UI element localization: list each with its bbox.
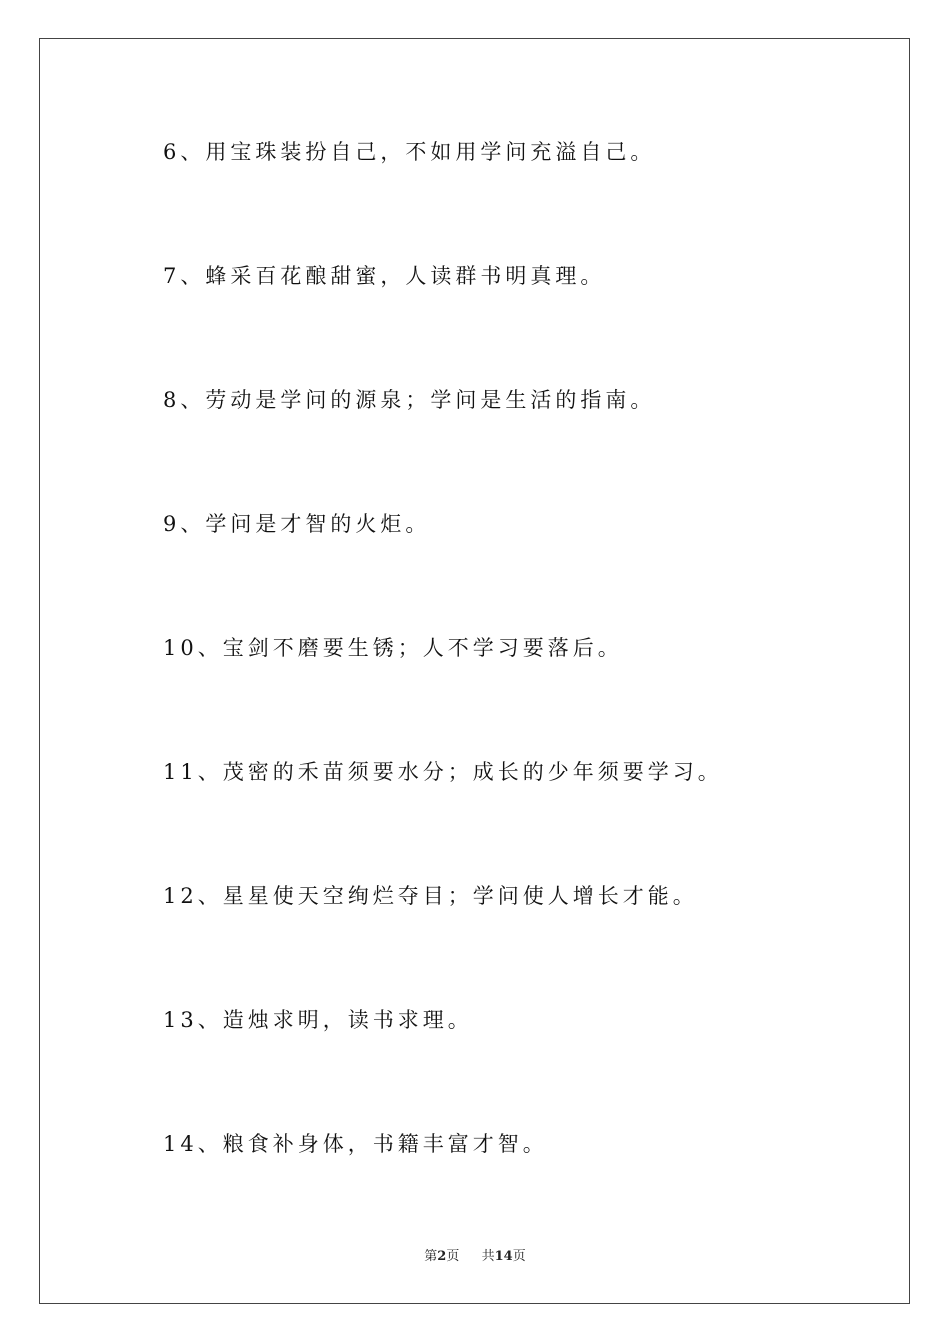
quote-line: 6、用宝珠装扮自己，不如用学问充溢自己。 <box>163 140 656 164</box>
page-prefix: 第 <box>424 1249 438 1264</box>
page-number: 2 <box>437 1249 447 1264</box>
total-pages-indicator <box>482 1245 526 1264</box>
quote-line: 11、茂密的禾苗须要水分；成长的少年须要学习。 <box>163 760 723 784</box>
quote-list <box>163 132 723 1248</box>
total-prefix: 共 <box>481 1249 495 1264</box>
quote-line: 14、粮食补身体，书籍丰富才智。 <box>163 1132 548 1156</box>
quote-line: 7、蜂采百花酿甜蜜，人读群书明真理。 <box>163 264 606 288</box>
total-pages: 14 <box>494 1249 513 1264</box>
quote-line: 9、学问是才智的火炬。 <box>163 512 431 536</box>
page-indicator <box>424 1245 459 1264</box>
page-footer <box>0 1245 950 1264</box>
quote-line: 8、劳动是学问的源泉；学问是生活的指南。 <box>163 388 656 412</box>
quote-line: 10、宝剑不磨要生锈；人不学习要落后。 <box>163 636 623 660</box>
quote-line: 12、星星使天空绚烂夺目；学问使人增长才能。 <box>163 884 698 908</box>
quote-line: 13、造烛求明，读书求理。 <box>163 1008 473 1032</box>
total-suffix: 页 <box>512 1249 526 1264</box>
page-suffix: 页 <box>446 1249 460 1264</box>
